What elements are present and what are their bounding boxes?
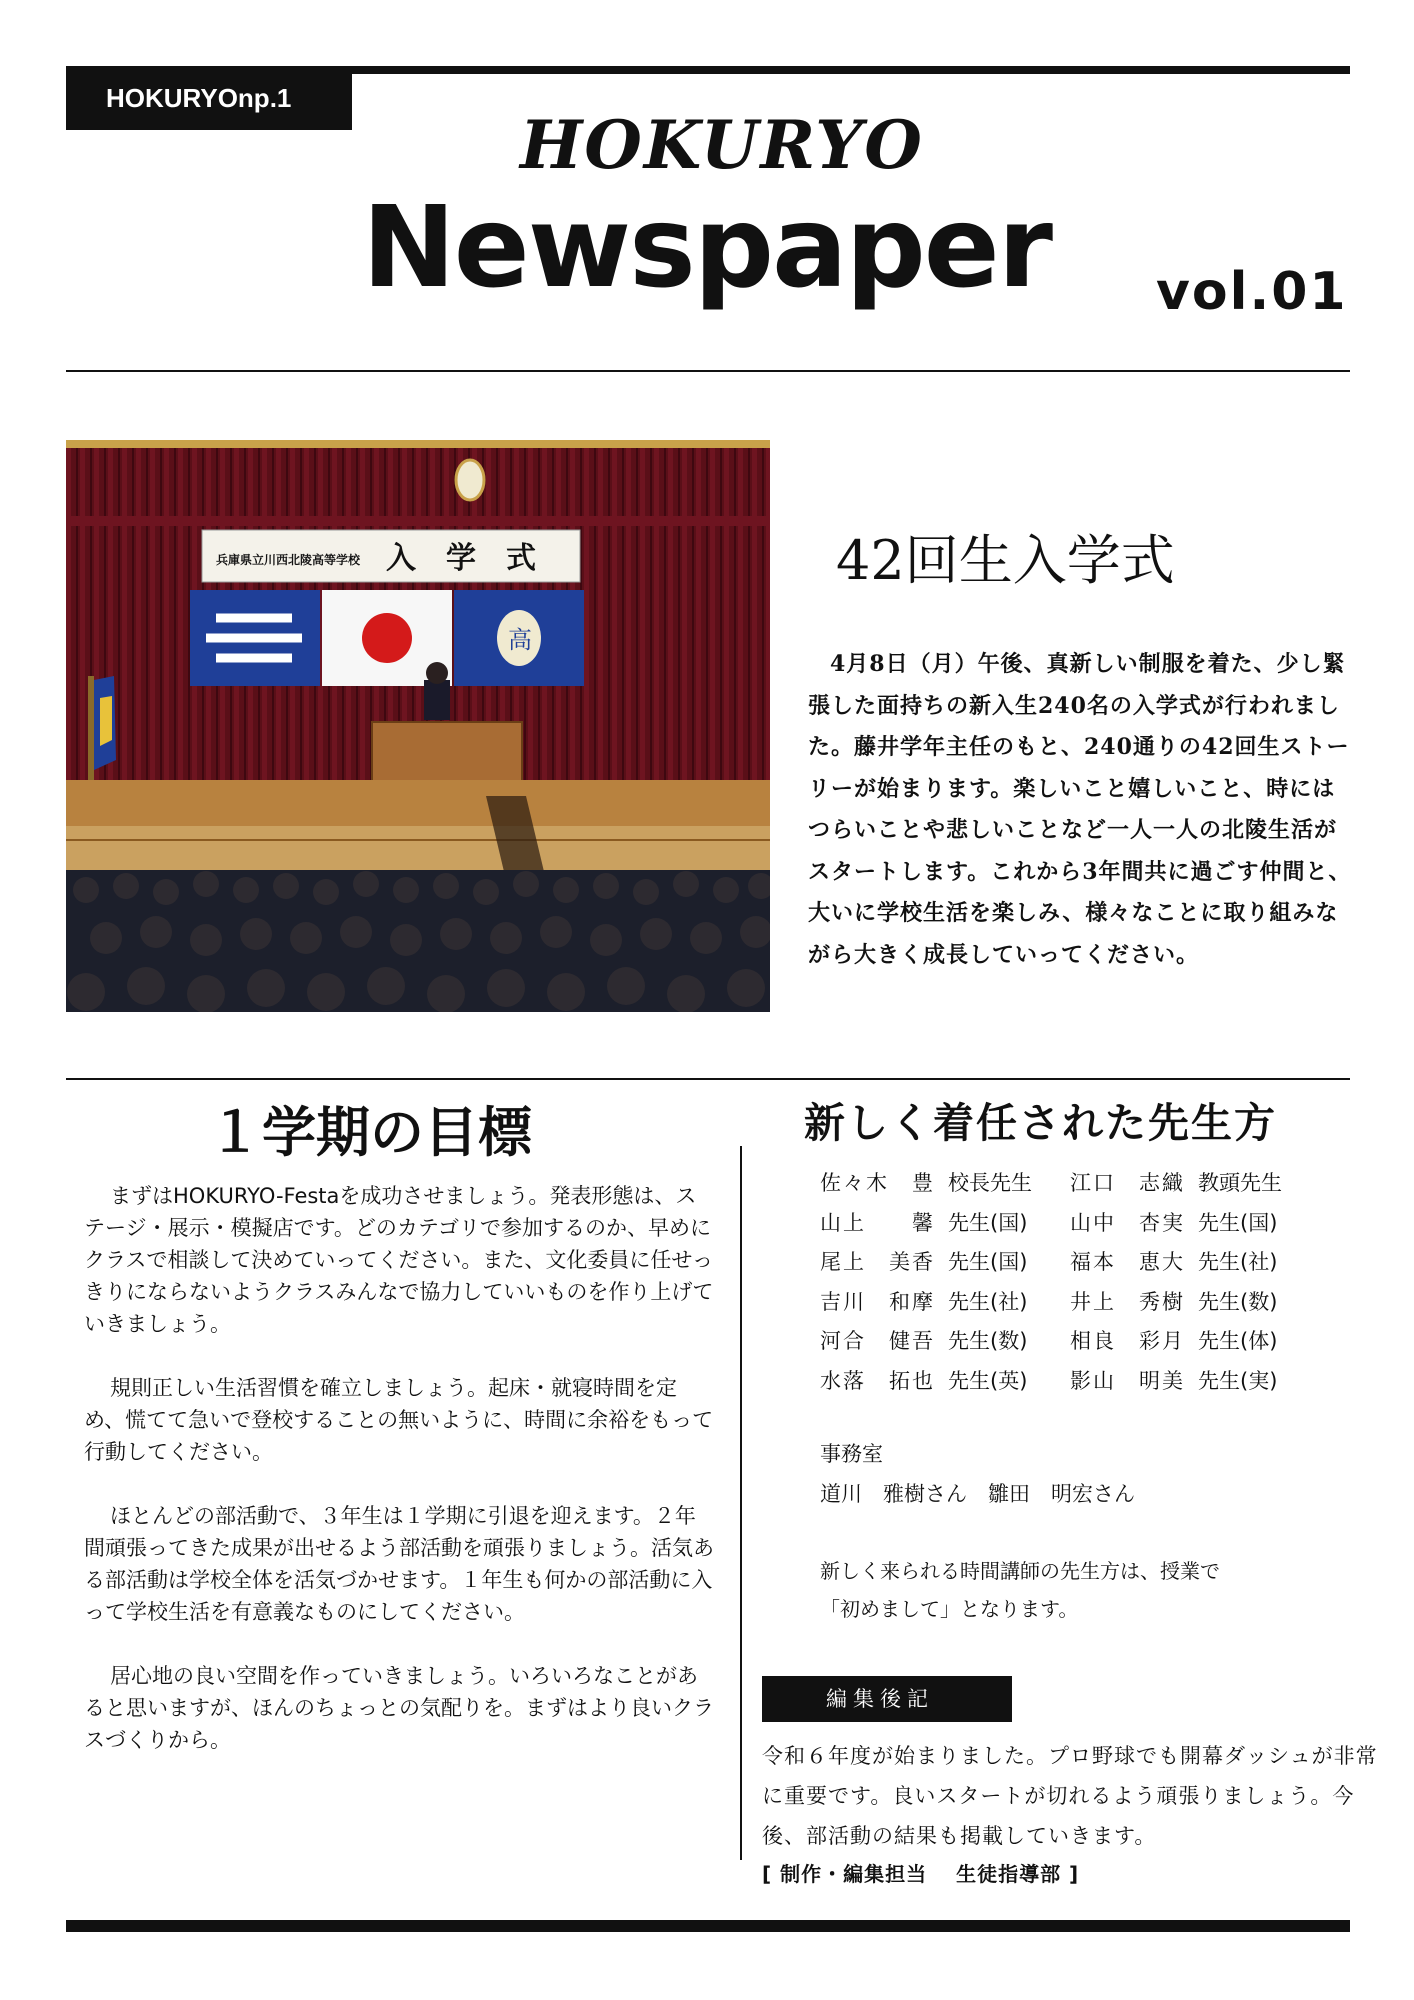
office-staff	[820, 1434, 1135, 1514]
goals-paragraph: ほとんどの部活動で、３年生は１学期に引退を迎えます。２年間頑張ってきた成果が出せるよう部活動を頑張りましょう。活気ある部活動は学校全体を活気づかせます。１年生も何かの部活動に入って学校生活を有意義なものにしてください。	[84, 1504, 714, 1624]
teacher-list	[820, 1164, 1340, 1401]
goals-paragraph: まずはHOKURYO-Festaを成功させましょう。発表形態は、ステージ・展示・模擬店です。どのカテゴリで参加するのか、早めにクラスで相談して決めていってください。また、文化委員に任せっきりにならないようクラスみんなで協力していいものを作り上げていきましょう。	[84, 1184, 714, 1336]
teacher-name: 尾上 美香	[820, 1250, 935, 1274]
teacher-row	[820, 1164, 1340, 1204]
teacher-role: 先生(数)	[1198, 1289, 1278, 1314]
article-body-ceremony: 4月8日（月）午後、真新しい制服を着た、少し緊張した面持ちの新入生240名の入学式が行われました。藤井学年主任のもと、240通りの42回生ストーリーが始まります。楽しいこと嬉しいこと、時にはつらいことや悲しいことなど一人一人の北陵生活がスタートします。これから3年間共に過ごす仲間と、大いに学校生活を楽しみ、様々なことに取り組みながら大きく成長していってください。	[808, 651, 1352, 968]
teacher-role: 先生(社)	[948, 1289, 1028, 1314]
speaker	[424, 680, 450, 720]
section-divider	[66, 1078, 1350, 1080]
teacher-role: 先生(実)	[1198, 1368, 1278, 1393]
editorial-body: 令和６年度が始まりました。プロ野球でも開幕ダッシュが非常に重要です。良いスタートが切れるよう頑張りましょう。今後、部活動の結果も掲載していきます。	[762, 1744, 1378, 1848]
bottom-rule	[66, 1920, 1350, 1932]
new-teachers-title: 新しく着任された先生方	[804, 1099, 1277, 1147]
entrance-ceremony-photo	[66, 440, 770, 1012]
teacher-row	[820, 1322, 1340, 1362]
instructor-note	[820, 1552, 1220, 1628]
teacher-role: 先生(国)	[948, 1250, 1028, 1274]
teacher-name: 吉川 和摩	[820, 1289, 935, 1314]
volume-number: vol.01	[1156, 262, 1348, 322]
issue-tag: HOKURYOnp.1	[66, 66, 352, 130]
teacher-name: 山中 杏実	[1070, 1210, 1185, 1235]
instructor-note-line: 新しく来られる時間講師の先生方は、授業で	[820, 1559, 1220, 1583]
teacher-role: 教頭先生	[1198, 1171, 1282, 1195]
teacher-role: 先生(社)	[1198, 1250, 1278, 1274]
teacher-row	[820, 1243, 1340, 1283]
teacher-name: 佐々木 豊	[820, 1171, 935, 1195]
instructor-note-line: 「初めまして」となります。	[820, 1597, 1079, 1621]
teacher-row	[820, 1204, 1340, 1244]
goals-paragraph: 居心地の良い空間を作っていきましょう。いろいろなことがあると思いますが、ほんのちょっとの気配りを。まずはより良いクラスづくりから。	[84, 1664, 714, 1752]
ceremony-illustration	[66, 440, 770, 1012]
banner-school-text: 兵庫県立川西北陵高等学校	[216, 553, 361, 567]
teacher-name: 河合 健吾	[820, 1329, 935, 1353]
teacher-row	[820, 1362, 1340, 1402]
teacher-name: 井上 秀樹	[1070, 1289, 1185, 1314]
goals-title: １学期の目標	[208, 1101, 532, 1164]
goals-body	[84, 1180, 714, 1788]
banner-title-text: 入 学 式	[386, 541, 536, 576]
teacher-name: 江口 志織	[1070, 1171, 1185, 1195]
column-divider	[740, 1146, 742, 1860]
goals-paragraph: 規則正しい生活習慣を確立しましょう。起床・就寝時間を定め、慌てて急いで登校することの無いように、時間に余裕をもって行動してください。	[84, 1376, 714, 1464]
article-title-ceremony: 42回生入学式	[836, 529, 1175, 592]
crest-icon	[456, 460, 484, 500]
teacher-role: 先生(国)	[948, 1210, 1028, 1235]
teacher-row	[820, 1283, 1340, 1323]
teacher-role: 先生(英)	[948, 1368, 1028, 1393]
teacher-role: 先生(国)	[1198, 1210, 1278, 1235]
editorial-credit: [ 制作・編集担当 生徒指導部 ]	[762, 1862, 1080, 1886]
office-label: 事務室	[820, 1442, 883, 1466]
teacher-name: 水落 拓也	[820, 1368, 935, 1393]
teacher-name: 影山 明美	[1070, 1368, 1185, 1393]
teacher-role: 先生(数)	[948, 1329, 1028, 1353]
teacher-name: 山上 馨	[820, 1210, 935, 1235]
school-crest-text: 高	[508, 626, 532, 654]
header-divider	[66, 370, 1350, 372]
masthead-script: HOKURYO	[520, 106, 924, 184]
teacher-name: 福本 恵大	[1070, 1250, 1185, 1274]
masthead-title: Newspaper	[362, 183, 1051, 313]
teacher-role: 校長先生	[948, 1171, 1032, 1195]
editorial-label: 編集後記	[762, 1676, 1012, 1722]
office-names: 道川 雅樹さん 雛田 明宏さん	[820, 1482, 1135, 1506]
teacher-name: 相良 彩月	[1070, 1329, 1185, 1353]
teacher-role: 先生(体)	[1198, 1329, 1278, 1353]
